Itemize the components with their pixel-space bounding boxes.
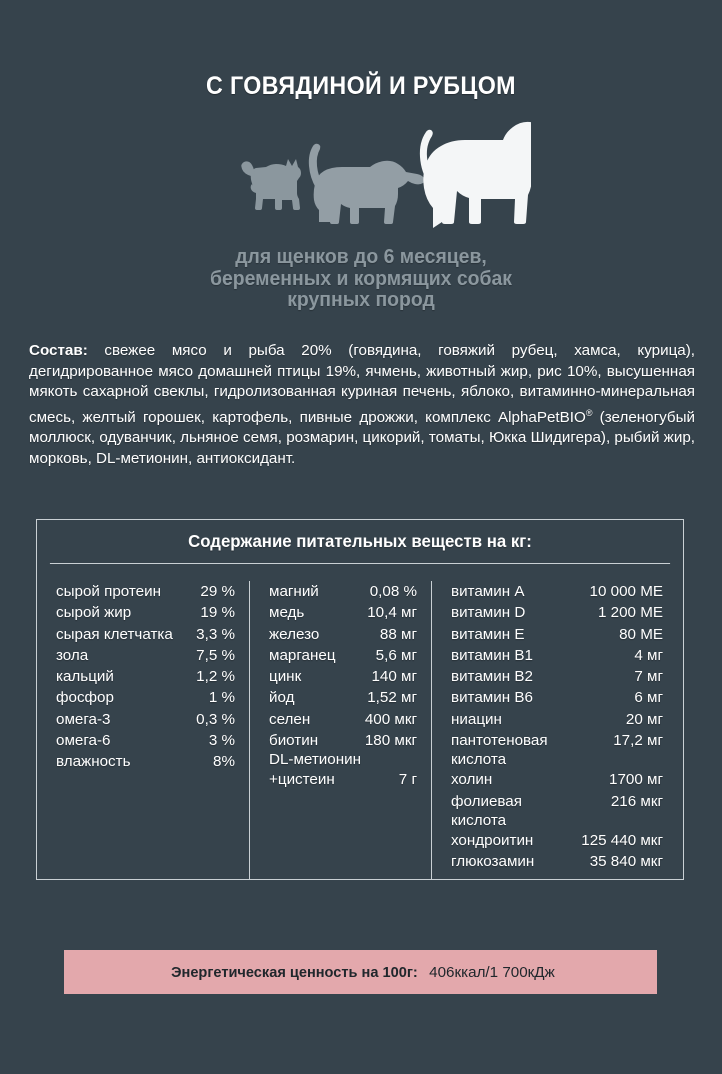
nutrient-value: 20 мг [625, 710, 663, 728]
nutrient-value: 140 мг [371, 668, 417, 686]
nutrition-row [269, 730, 417, 751]
nutrient-label: омега-3 [56, 710, 111, 728]
nutrient-label: сырая клетчатка [56, 625, 173, 643]
nutrient-label: витамин B6 [451, 689, 533, 707]
nutrient-value: 10,4 мг [367, 604, 417, 622]
nutrition-row [56, 709, 235, 730]
energy-label: Энергетическая ценность на 100г: [171, 963, 419, 981]
nutrient-label: йод [269, 689, 295, 707]
nutrition-row [56, 687, 235, 708]
nutrient-label: цинк [269, 668, 302, 686]
nutrition-row [269, 687, 417, 708]
nutrient-value: 8% [213, 753, 235, 771]
nutrient-label: витамин E [451, 625, 525, 643]
nutrient-label: глюкозамин [451, 853, 535, 871]
nutrient-value: 125 440 мкг [581, 831, 663, 849]
animal-silhouettes-group [0, 110, 722, 236]
nutrient-label: биотин [269, 732, 319, 750]
nutrient-value: 1 % [208, 689, 235, 707]
nutrient-label: ниацин [451, 710, 502, 728]
composition-paragraph [29, 341, 695, 470]
nutrient-label: холин [451, 771, 493, 789]
nutrient-value: 3,3 % [196, 625, 235, 643]
nutrient-value: 216 мкг [610, 792, 663, 810]
product-title: С ГОВЯДИНОЙ И РУБЦОМ [206, 72, 516, 100]
nutrient-label: влажность [56, 753, 131, 771]
nutrient-label: марганец [269, 646, 336, 664]
energy-value-bar [64, 950, 657, 994]
nutrient-label: кислота [451, 751, 507, 769]
nutrient-label: сырой жир [56, 604, 132, 622]
nutrient-value: 3 % [208, 732, 235, 750]
nutrient-value: 29 % [200, 583, 235, 600]
nutrient-label: зола [56, 646, 89, 664]
nutrient-label: DL-метионин [269, 751, 361, 769]
nutrition-row [56, 645, 235, 666]
nutrition-table-header: Содержание питательных веществ на кг: [50, 520, 670, 564]
nutrition-column-vitamins [431, 581, 682, 879]
nutrition-row [56, 624, 235, 645]
nutrient-value: 19 % [200, 604, 235, 622]
subtitle-line-2: беременных и кормящих собак [210, 267, 512, 290]
nutrient-value: 17,2 мг [613, 732, 663, 750]
nutrient-value: 7 г [398, 771, 417, 789]
nutrition-row [56, 730, 235, 751]
nutrient-value: 7 мг [634, 668, 663, 686]
nutrition-row [451, 812, 663, 830]
nutrition-row [269, 709, 417, 730]
nutrient-value: 0,08 % [369, 583, 417, 600]
nutrition-column-proximates [37, 581, 249, 879]
product-subtitle [11, 247, 711, 312]
nutrition-table [36, 519, 684, 880]
trademark-mark: ® [585, 407, 593, 418]
nutrition-row [451, 751, 663, 769]
nutrient-label: магний [269, 583, 319, 600]
cat-silhouette [241, 159, 301, 210]
nutrition-row [56, 751, 235, 772]
nutrition-row [56, 581, 235, 602]
nutrition-row [56, 666, 235, 687]
subtitle-line-3: крупных пород [287, 289, 435, 311]
nutrient-label: кальций [56, 668, 114, 686]
nutrition-row [269, 751, 417, 769]
nutrition-row [451, 709, 663, 730]
energy-value: 406ккал/1 700кДж [429, 963, 555, 981]
subtitle-line-1: для щенков до 6 месяцев, [235, 246, 487, 268]
nutrient-label: хондроитин [451, 831, 534, 849]
nutrition-row [451, 602, 663, 623]
nutrition-row [269, 769, 417, 790]
nutrition-row [451, 830, 663, 851]
nutrient-label: кислота [451, 811, 507, 829]
nutrient-value: 1700 мг [609, 771, 663, 789]
nutrition-row [451, 730, 663, 751]
nutrition-row [451, 791, 663, 812]
nutrient-label: +цистеин [269, 771, 335, 789]
nutrient-label: витамин A [451, 583, 525, 600]
nutrient-label: витамин D [451, 604, 526, 622]
nutrient-label: витамин B1 [451, 646, 533, 664]
nutrient-label: железо [269, 625, 320, 643]
nutrition-column-minerals [249, 581, 431, 879]
nutrition-row [451, 851, 663, 872]
nutrient-value: 400 мкг [364, 710, 417, 728]
nutrient-label: сырой протеин [56, 583, 161, 600]
nutrition-row [451, 687, 663, 708]
nutrient-value: 6 мг [634, 689, 663, 707]
nutrient-label: витамин B2 [451, 668, 533, 686]
composition-text-part-1: свежее мясо и рыба 20% (говядина, говяжий рубец, хамса, курица), дегидрированное мясо домашней птицы 19%, ячмень, животный жир, рис 10%, высушенная мякоть сахарной свеклы, гидролизованная куриная печень, яблоко, витаминно-минеральная смесь, желтый горошек, картофель, пивные дрожжи, комплекс AlphaPetBIO [29, 342, 695, 426]
nutrient-value: 80 МЕ [619, 625, 663, 643]
nutrient-value: 180 мкг [364, 732, 417, 750]
nutrition-row [451, 645, 663, 666]
nutrient-label: омега-6 [56, 732, 111, 750]
nutrient-value: 35 840 мкг [589, 853, 663, 871]
nutrition-row [269, 666, 417, 687]
nutrient-label: фолиевая [451, 792, 522, 810]
nutrition-row [269, 602, 417, 623]
nutrient-label: селен [269, 710, 311, 728]
nutrient-label: медь [269, 604, 305, 622]
nutrition-row [56, 602, 235, 623]
nutrition-row [451, 769, 663, 790]
medium-dog-silhouette [309, 144, 425, 224]
nutrient-value: 88 мг [379, 625, 417, 643]
nutrition-row [451, 581, 663, 602]
nutrition-table-body [37, 564, 683, 879]
nutrient-value: 1,52 мг [367, 689, 417, 707]
nutrient-value: 7,5 % [196, 646, 235, 664]
nutrient-label: пантотеновая [451, 732, 548, 750]
nutrition-row [269, 645, 417, 666]
nutrient-label: фосфор [56, 689, 114, 707]
nutrition-row [451, 624, 663, 645]
nutrient-value: 0,3 % [196, 710, 235, 728]
nutrient-value: 4 мг [634, 646, 663, 664]
nutrient-value: 1 200 МЕ [597, 604, 663, 622]
large-dog-silhouette [420, 122, 531, 228]
nutrient-value: 5,6 мг [375, 646, 417, 664]
composition-text-part-2: (зеленогубый моллюск, одуванчик, льняное семя, розмарин, цикорий, томаты, Юкка Шидигера), рыбий жир, морковь, DL-метионин, антиоксидант. [29, 408, 695, 468]
nutrient-value: 1,2 % [196, 668, 235, 686]
nutrition-row [269, 581, 417, 602]
nutrition-row [451, 666, 663, 687]
nutrient-value: 10 000 МЕ [589, 583, 663, 600]
nutrition-row [269, 624, 417, 645]
composition-label: Состав: [29, 342, 88, 359]
